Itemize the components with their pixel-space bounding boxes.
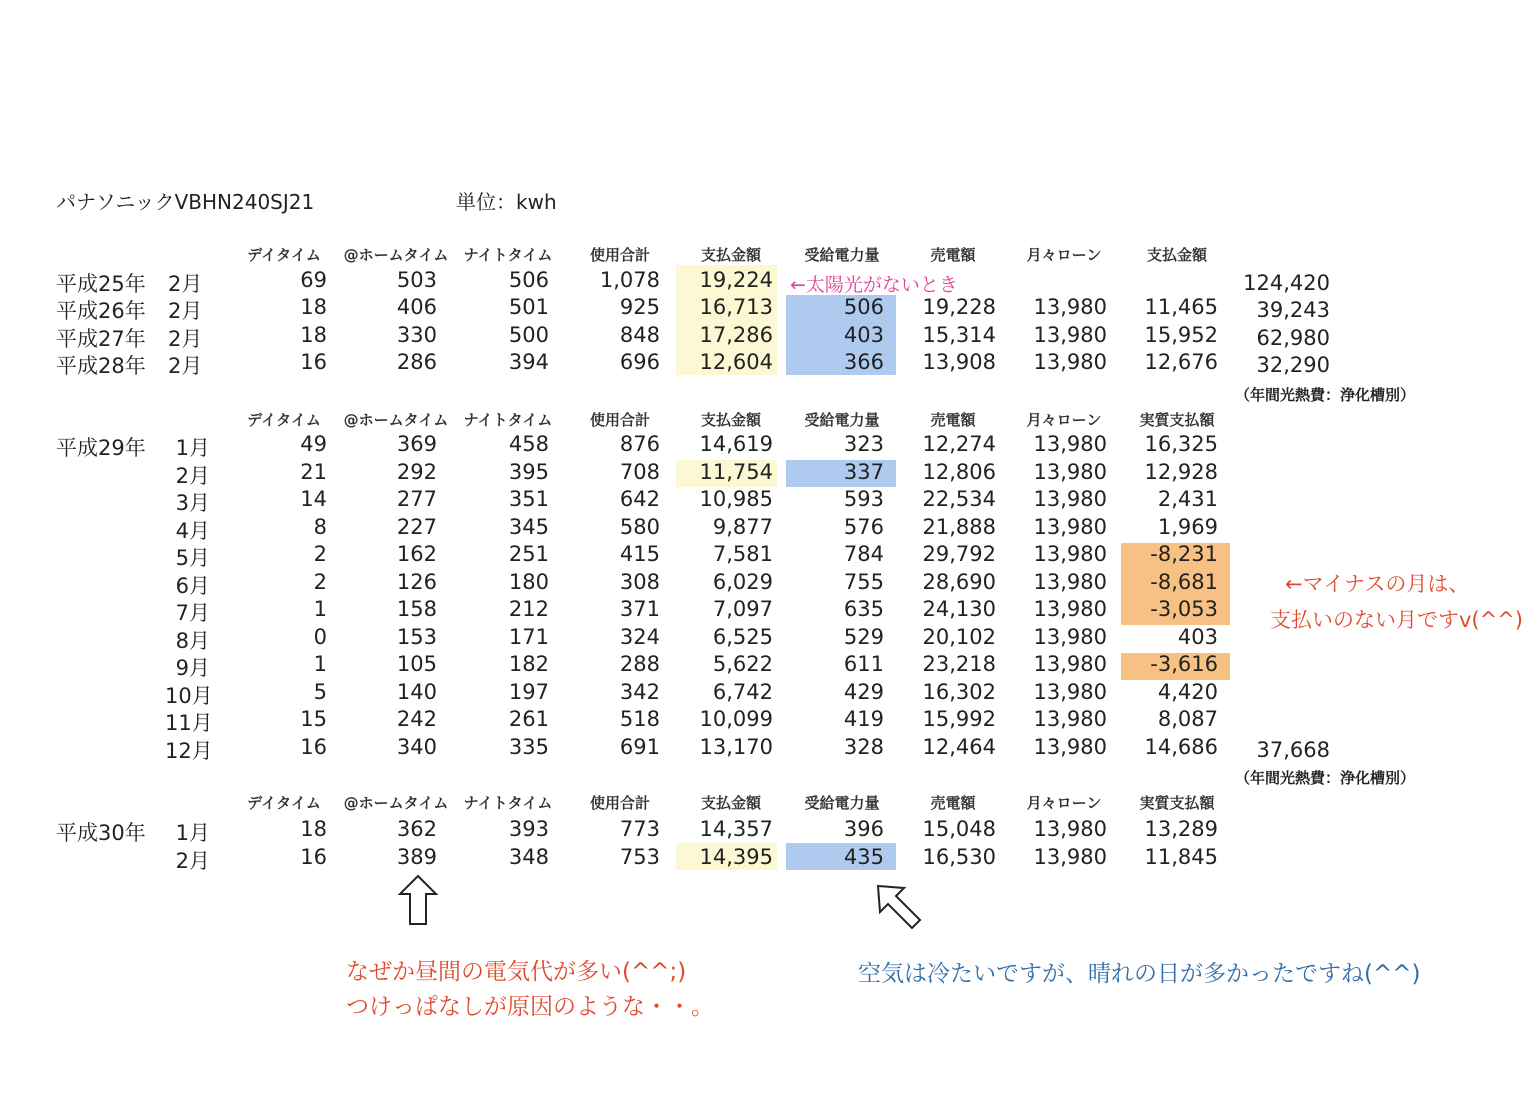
table-cell: 500	[508, 323, 549, 347]
table-cell: 16,713	[699, 295, 773, 319]
table-cell: 708	[619, 460, 660, 484]
table-cell: 22,534	[922, 487, 996, 511]
table-cell: 506	[508, 268, 549, 292]
weather-note: 空気は冷たいですが、晴れの日が多かったですね(^^)	[858, 961, 1421, 987]
column-header: 受給電力量	[804, 246, 880, 264]
annual-total-29: 37,668	[1256, 738, 1330, 762]
table-cell: 18	[300, 323, 327, 347]
table-cell: 337	[843, 460, 884, 484]
table-cell: 13,980	[1033, 542, 1107, 566]
table-cell: 13,980	[1033, 707, 1107, 731]
table-cell: 642	[619, 487, 660, 511]
table-cell: 429	[843, 680, 884, 704]
table-cell: 19,228	[922, 295, 996, 319]
table-cell: 529	[843, 625, 884, 649]
table-cell: 13,170	[699, 735, 773, 759]
column-header: 実質支払額	[1139, 411, 1215, 429]
annual-cost-cell: 32,290	[1256, 353, 1330, 377]
table-cell: 286	[396, 350, 437, 374]
row-month-label: 1月	[175, 821, 210, 845]
row-year-label: 平成30年	[56, 821, 146, 845]
table-cell: 12,274	[922, 432, 996, 456]
table-cell: 5	[313, 680, 327, 704]
table-cell: 13,980	[1033, 515, 1107, 539]
annual-cost-cell: 39,243	[1256, 298, 1330, 322]
minus-note-line2: 支払いのない月ですv(^^)	[1270, 608, 1523, 632]
daytime-note-line2: つけっぱなしが原因のような・・。	[346, 994, 714, 1020]
table-cell: 19,224	[699, 268, 773, 292]
table-cell: 13,980	[1033, 735, 1107, 759]
table-cell: 396	[843, 817, 884, 841]
table-cell: -3,053	[1150, 597, 1218, 621]
annual-cost-cell: 62,980	[1256, 326, 1330, 350]
table-cell: 158	[396, 597, 437, 621]
table-cell: 369	[396, 432, 437, 456]
table-cell: 12,928	[1144, 460, 1218, 484]
table-cell: 351	[508, 487, 549, 511]
row-month-label: 11月	[165, 711, 213, 735]
column-header: 使用合計	[589, 246, 650, 264]
table-cell: 13,980	[1033, 432, 1107, 456]
row-month-label: 10月	[165, 684, 213, 708]
table-cell: 324	[619, 625, 660, 649]
row-month-label: 2月	[168, 299, 203, 323]
table-cell: 11,845	[1144, 845, 1218, 869]
table-cell: 6,742	[712, 680, 773, 704]
table-cell: 153	[396, 625, 437, 649]
table-cell: 16,302	[922, 680, 996, 704]
column-header: デイタイム	[247, 411, 321, 429]
up-arrow-icon	[398, 874, 438, 926]
table-cell: 140	[396, 680, 437, 704]
column-header: 受給電力量	[804, 794, 880, 812]
table-cell: 340	[396, 735, 437, 759]
table-cell: 593	[843, 487, 884, 511]
table-cell: 242	[396, 707, 437, 731]
table-cell: 69	[300, 268, 327, 292]
table-cell: 328	[843, 735, 884, 759]
column-header: 月々ローン	[1026, 411, 1102, 429]
row-month-label: 7月	[175, 601, 210, 625]
row-month-label: 2月	[168, 354, 203, 378]
annual-cost-cell: 124,420	[1243, 271, 1330, 295]
table-cell: 2,431	[1157, 487, 1218, 511]
table-cell: 506	[843, 295, 884, 319]
table-cell: 0	[313, 625, 327, 649]
column-header: ナイトタイム	[463, 246, 553, 264]
table-cell: 458	[508, 432, 549, 456]
table-cell: 330	[396, 323, 437, 347]
daytime-note-line1: なぜか昼間の電気代が多い(^^;)	[346, 959, 687, 985]
row-year-label: 平成25年	[56, 272, 146, 296]
table-cell: 261	[508, 707, 549, 731]
table-cell: 15,048	[922, 817, 996, 841]
table-cell: 635	[843, 597, 884, 621]
row-month-label: 6月	[175, 574, 210, 598]
table-cell: 13,980	[1033, 460, 1107, 484]
table-cell: 17,286	[699, 323, 773, 347]
table-cell: 501	[508, 295, 549, 319]
table-cell: 13,980	[1033, 295, 1107, 319]
table-cell: 180	[508, 570, 549, 594]
table-cell: 925	[619, 295, 660, 319]
table-cell: 403	[843, 323, 884, 347]
table-cell: 6,029	[712, 570, 773, 594]
no-solar-note: ←太陽光がないとき	[790, 274, 958, 296]
table-cell: -8,231	[1150, 542, 1218, 566]
table-cell: -8,681	[1150, 570, 1218, 594]
column-header: 支払金額	[700, 411, 761, 429]
table-cell: 8,087	[1157, 707, 1218, 731]
table-cell: 171	[508, 625, 549, 649]
table-cell: 753	[619, 845, 660, 869]
table-cell: 393	[508, 817, 549, 841]
column-header: 使用合計	[589, 794, 650, 812]
column-header: @ホームタイム	[343, 246, 449, 264]
table-cell: 8	[313, 515, 327, 539]
table-cell: 1	[313, 652, 327, 676]
table-cell: 576	[843, 515, 884, 539]
table-cell: 20,102	[922, 625, 996, 649]
table-cell: 4,420	[1157, 680, 1218, 704]
table-cell: 23,218	[922, 652, 996, 676]
table-cell: 611	[843, 652, 884, 676]
table-cell: 15,952	[1144, 323, 1218, 347]
table-cell: 13,908	[922, 350, 996, 374]
row-year-label: 平成28年	[56, 354, 146, 378]
table-cell: 7,097	[712, 597, 773, 621]
table-cell: 323	[843, 432, 884, 456]
table-cell: 2	[313, 570, 327, 594]
table-cell: 18	[300, 817, 327, 841]
row-month-label: 3月	[175, 491, 210, 515]
table-cell: 415	[619, 542, 660, 566]
minus-note-line1: ←マイナスの月は、	[1285, 572, 1470, 596]
row-month-label: 1月	[175, 436, 210, 460]
table-cell: 503	[396, 268, 437, 292]
table-cell: 335	[508, 735, 549, 759]
table-cell: 14	[300, 487, 327, 511]
table-cell: 14,686	[1144, 735, 1218, 759]
table-cell: 14,357	[699, 817, 773, 841]
table-cell: 13,980	[1033, 652, 1107, 676]
table-cell: 126	[396, 570, 437, 594]
column-header: @ホームタイム	[343, 411, 449, 429]
table-cell: 13,289	[1144, 817, 1218, 841]
table-cell: 15,992	[922, 707, 996, 731]
table-cell: 49	[300, 432, 327, 456]
table-cell: 13,980	[1033, 350, 1107, 374]
column-header: 受給電力量	[804, 411, 880, 429]
table-cell: 24,130	[922, 597, 996, 621]
table-cell: 2	[313, 542, 327, 566]
table-cell: 13,980	[1033, 845, 1107, 869]
table-cell: 518	[619, 707, 660, 731]
column-header: 売電額	[930, 411, 976, 429]
table-cell: 29,792	[922, 542, 996, 566]
annual-note-1: （年間光熱費：浄化槽別）	[1235, 386, 1416, 404]
table-cell: 288	[619, 652, 660, 676]
table-cell: 6,525	[712, 625, 773, 649]
table-cell: 362	[396, 817, 437, 841]
table-cell: 348	[508, 845, 549, 869]
column-header: 支払金額	[700, 794, 761, 812]
column-header: 月々ローン	[1026, 794, 1102, 812]
row-month-label: 2月	[168, 327, 203, 351]
column-header: 売電額	[930, 794, 976, 812]
table-cell: 15	[300, 707, 327, 731]
table-cell: 16	[300, 350, 327, 374]
table-cell: 13,980	[1033, 625, 1107, 649]
table-cell: 13,980	[1033, 817, 1107, 841]
unit-label: 単位：kwh	[456, 190, 557, 214]
table-cell: 162	[396, 542, 437, 566]
table-cell: 16,325	[1144, 432, 1218, 456]
table-cell: 784	[843, 542, 884, 566]
table-cell: 435	[843, 845, 884, 869]
table-cell: 696	[619, 350, 660, 374]
row-month-label: 12月	[165, 739, 213, 763]
column-header: ナイトタイム	[463, 411, 553, 429]
table-cell: 212	[508, 597, 549, 621]
row-month-label: 2月	[175, 849, 210, 873]
table-cell: 13,980	[1033, 570, 1107, 594]
table-cell: 21	[300, 460, 327, 484]
table-cell: 21,888	[922, 515, 996, 539]
table-cell: 227	[396, 515, 437, 539]
table-cell: 182	[508, 652, 549, 676]
table-cell: 13,980	[1033, 597, 1107, 621]
table-cell: 292	[396, 460, 437, 484]
column-header: デイタイム	[247, 246, 321, 264]
table-cell: 342	[619, 680, 660, 704]
table-cell: 16,530	[922, 845, 996, 869]
table-cell: 12,676	[1144, 350, 1218, 374]
column-header: 売電額	[930, 246, 976, 264]
table-cell: 580	[619, 515, 660, 539]
table-cell: 691	[619, 735, 660, 759]
table-cell: 876	[619, 432, 660, 456]
row-month-label: 2月	[175, 464, 210, 488]
table-cell: 406	[396, 295, 437, 319]
annual-note-2: （年間光熱費：浄化槽別）	[1235, 769, 1416, 787]
table-cell: 848	[619, 323, 660, 347]
column-header: デイタイム	[247, 794, 321, 812]
table-cell: 12,806	[922, 460, 996, 484]
table-cell: 1	[313, 597, 327, 621]
row-month-label: 8月	[175, 629, 210, 653]
table-cell: 105	[396, 652, 437, 676]
column-header: 使用合計	[589, 411, 650, 429]
table-cell: 308	[619, 570, 660, 594]
table-cell: 345	[508, 515, 549, 539]
table-cell: 10,099	[699, 707, 773, 731]
table-cell: 5,622	[712, 652, 773, 676]
table-cell: 13,980	[1033, 323, 1107, 347]
column-header: @ホームタイム	[343, 794, 449, 812]
table-cell: 14,619	[699, 432, 773, 456]
table-cell: 13,980	[1033, 680, 1107, 704]
table-cell: 197	[508, 680, 549, 704]
column-header: 実質支払額	[1139, 794, 1215, 812]
up-left-arrow-icon	[874, 882, 926, 934]
table-cell: 389	[396, 845, 437, 869]
table-cell: 11,465	[1144, 295, 1218, 319]
table-cell: 9,877	[712, 515, 773, 539]
table-cell: 394	[508, 350, 549, 374]
column-header: 月々ローン	[1026, 246, 1102, 264]
table-cell: 755	[843, 570, 884, 594]
table-cell: 403	[1177, 625, 1218, 649]
table-cell: 16	[300, 845, 327, 869]
row-month-label: 5月	[175, 546, 210, 570]
document-title: パナソニックVBHN240SJ21	[56, 190, 315, 214]
table-cell: 12,604	[699, 350, 773, 374]
table-cell: 28,690	[922, 570, 996, 594]
column-header: 支払金額	[1146, 246, 1207, 264]
table-cell: 371	[619, 597, 660, 621]
table-cell: 395	[508, 460, 549, 484]
row-month-label: 9月	[175, 656, 210, 680]
table-cell: 14,395	[699, 845, 773, 869]
table-cell: 277	[396, 487, 437, 511]
table-cell: 773	[619, 817, 660, 841]
table-cell: 1,969	[1157, 515, 1218, 539]
table-cell: 11,754	[699, 460, 773, 484]
table-cell: 251	[508, 542, 549, 566]
row-year-label: 平成26年	[56, 299, 146, 323]
column-header: ナイトタイム	[463, 794, 553, 812]
column-header: 支払金額	[700, 246, 761, 264]
table-cell: -3,616	[1150, 652, 1218, 676]
row-month-label: 2月	[168, 272, 203, 296]
table-cell: 18	[300, 295, 327, 319]
table-cell: 1,078	[599, 268, 660, 292]
table-cell: 10,985	[699, 487, 773, 511]
table-cell: 7,581	[712, 542, 773, 566]
table-cell: 12,464	[922, 735, 996, 759]
table-cell: 15,314	[922, 323, 996, 347]
row-month-label: 4月	[175, 519, 210, 543]
table-cell: 13,980	[1033, 487, 1107, 511]
row-year-label: 平成27年	[56, 327, 146, 351]
table-cell: 366	[843, 350, 884, 374]
table-cell: 16	[300, 735, 327, 759]
row-year-label: 平成29年	[56, 436, 146, 460]
table-cell: 419	[843, 707, 884, 731]
